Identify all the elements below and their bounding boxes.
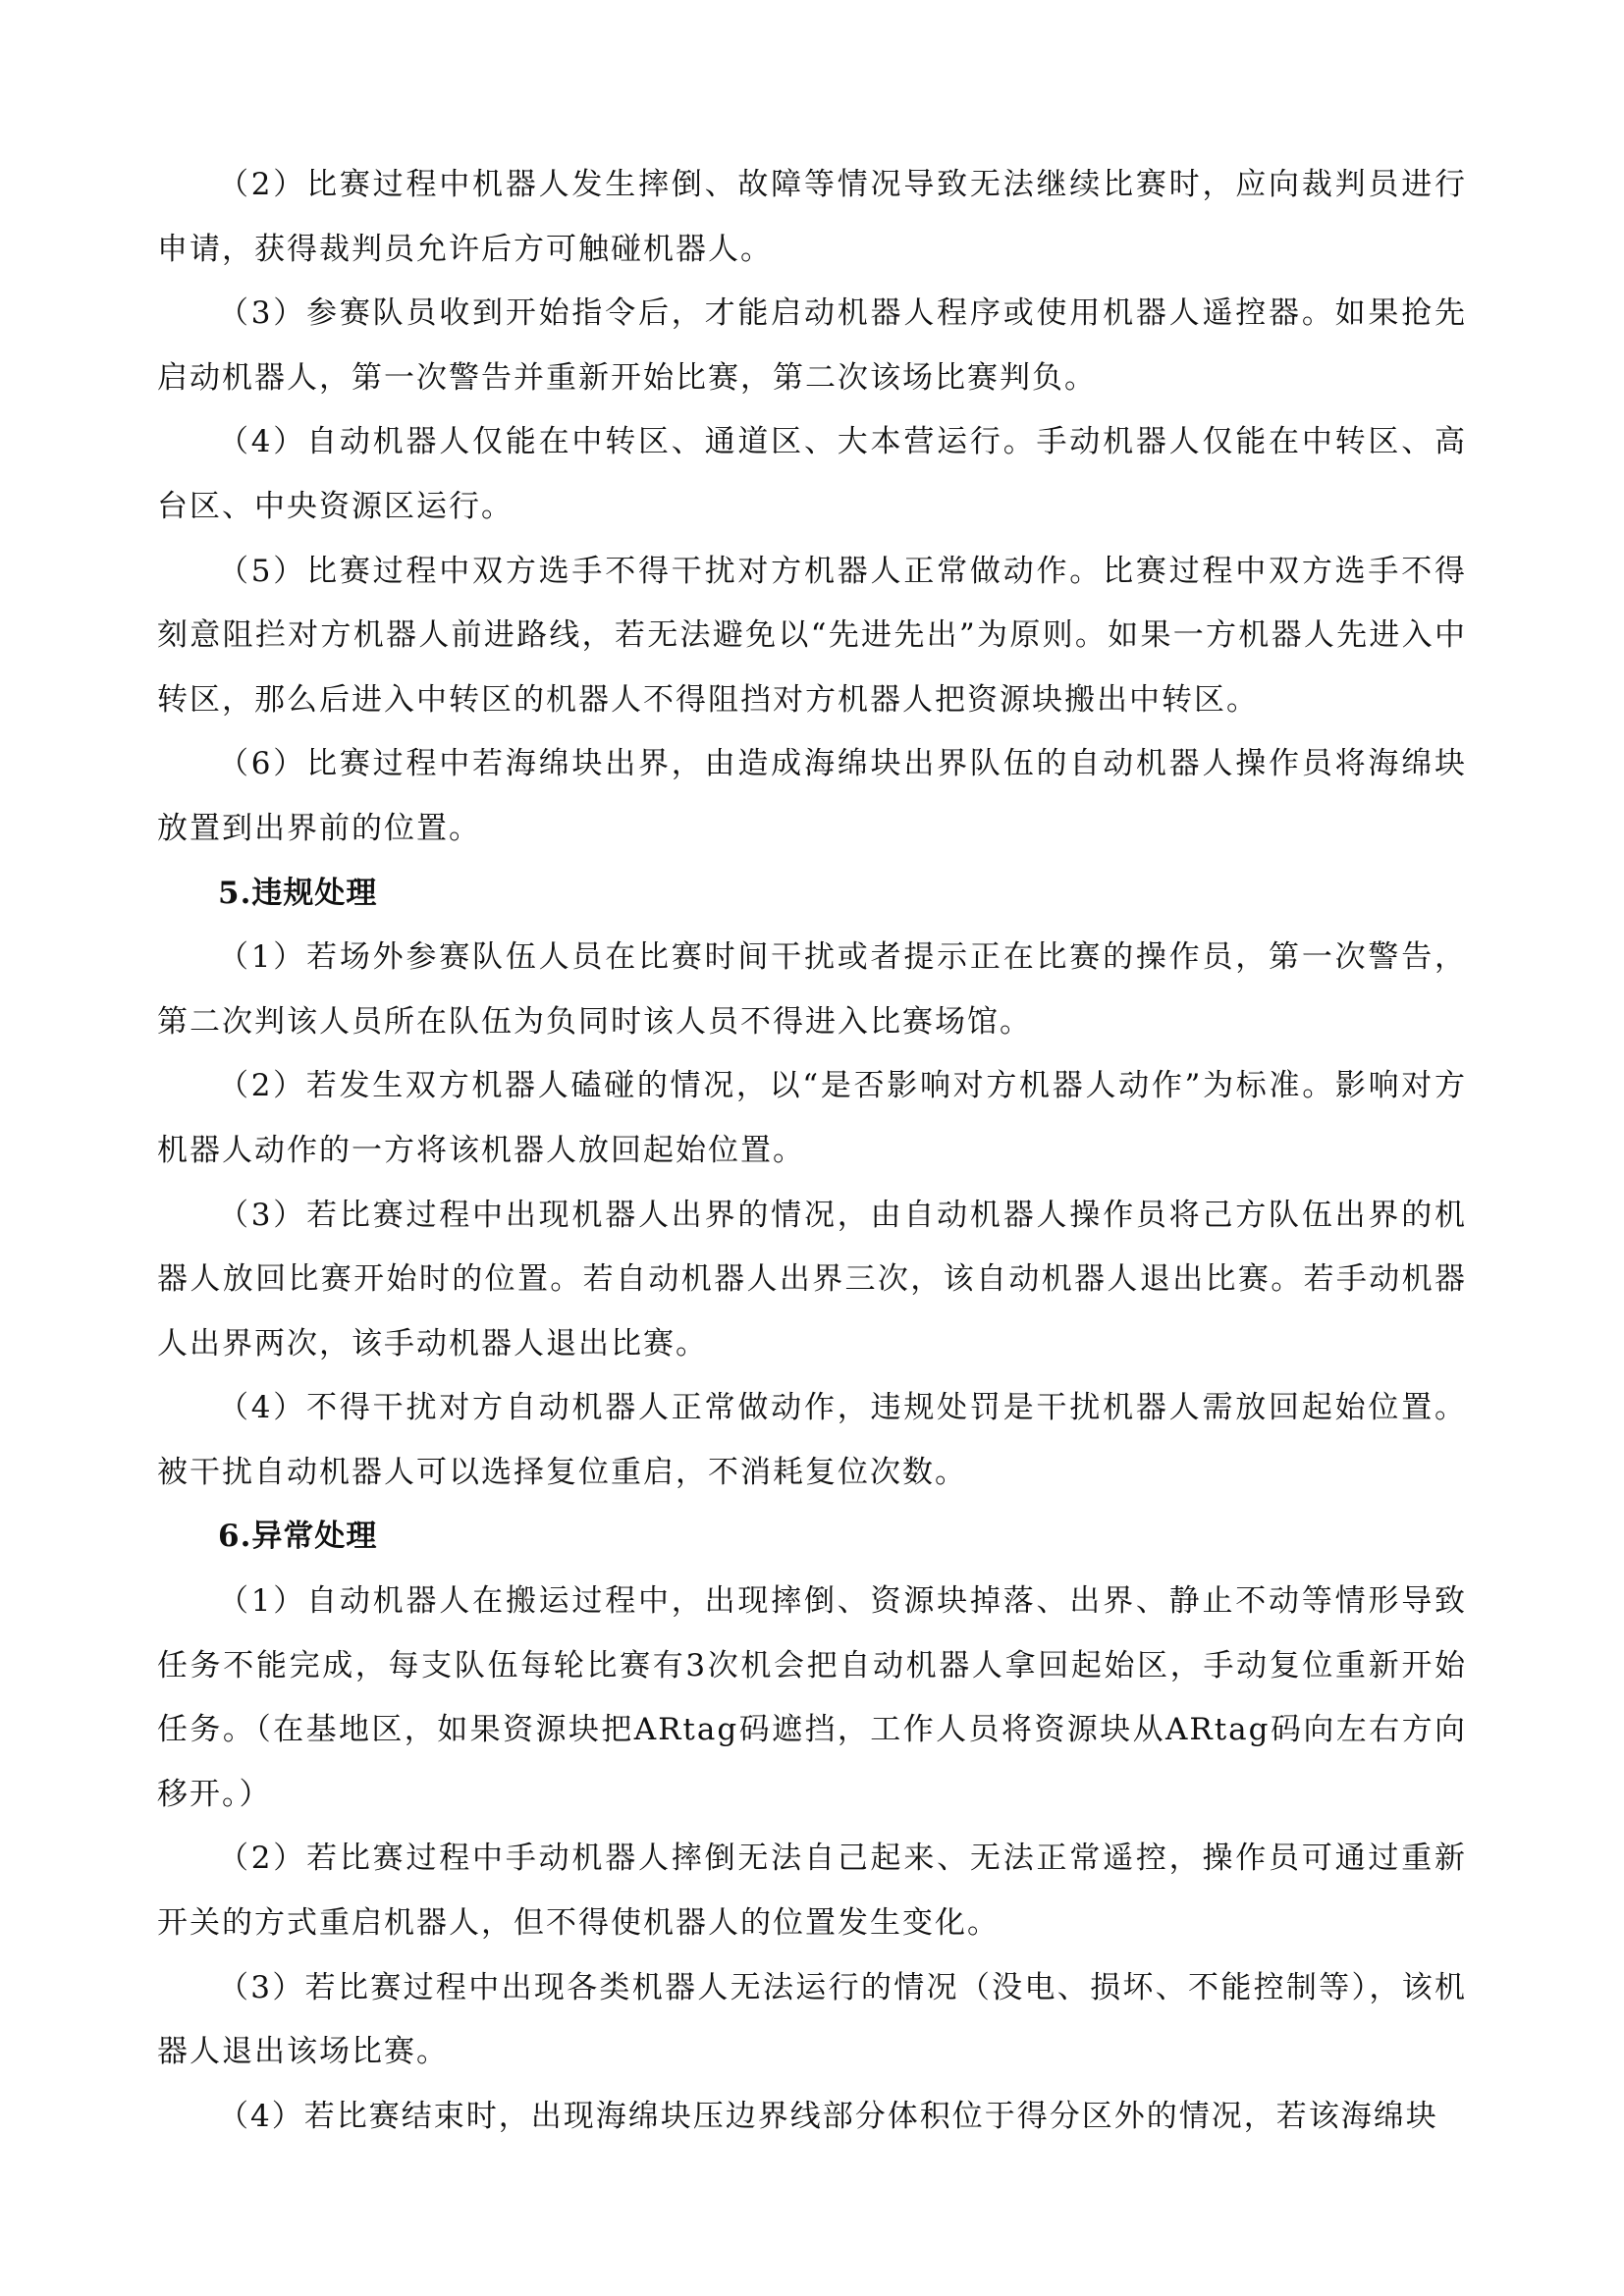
rule-item-4: （4）自动机器人仅能在中转区、通道区、大本营运行。手动机器人仅能在中转区、高台区、中央资源区运行。: [157, 424, 1467, 524]
section-heading-violation: 5.违规处理: [218, 875, 378, 911]
rule-item-6: （6）比赛过程中若海绵块出界，由造成海绵块出界队伍的自动机器人操作员将海绵块放置到出界前的位置。: [157, 746, 1467, 846]
exception-item-4: （4）若比赛结束时，出现海绵块压边界线部分体积位于得分区外的情况，若该海绵块: [218, 2098, 1438, 2134]
intro-section: [157, 153, 1467, 862]
violation-item-3: （3）若比赛过程中出现机器人出界的情况，由自动机器人操作员将己方队伍出界的机器人放回比赛开始时的位置。若自动机器人出界三次，该自动机器人退出比赛。若手动机器人出界两次，该手动机器人退出比赛。: [157, 1197, 1467, 1362]
exception-item-3: （3）若比赛过程中出现各类机器人无法运行的情况（没电、损坏、不能控制等），该机器人退出该场比赛。: [157, 1969, 1467, 2070]
exception-item-1: （1）自动机器人在搬运过程中，出现摔倒、资源块掉落、出界、静止不动等情形导致任务不能完成，每支队伍每轮比赛有3次机会把自动机器人拿回起始区，手动复位重新开始任务。（在基地区，如果资源块把ARtag码遮挡，工作人员将资源块从ARtag码向左右方向移开。）: [157, 1583, 1467, 1812]
section-heading-exception: 6.异常处理: [218, 1519, 378, 1555]
violation-item-2: （2）若发生双方机器人磕碰的情况，以“是否影响对方机器人动作”为标准。影响对方机器人动作的一方将该机器人放回起始位置。: [157, 1068, 1467, 1168]
violation-section: [157, 862, 1467, 1506]
rule-item-3: （3）参赛队员收到开始指令后，才能启动机器人程序或使用机器人遥控器。如果抢先启动机器人，第一次警告并重新开始比赛，第二次该场比赛判负。: [157, 295, 1467, 396]
rule-item-5: （5）比赛过程中双方选手不得干扰对方机器人正常做动作。比赛过程中双方选手不得刻意阻拦对方机器人前进路线，若无法避免以“先进先出”为原则。如果一方机器人先进入中转区，那么后进入中转区的机器人不得阻挡对方机器人把资源块搬出中转区。: [157, 553, 1467, 718]
rule-item-2: （2）比赛过程中机器人发生摔倒、故障等情况导致无法继续比赛时，应向裁判员进行申请，获得裁判员允许后方可触碰机器人。: [157, 167, 1467, 267]
violation-item-1: （1）若场外参赛队伍人员在比赛时间干扰或者提示正在比赛的操作员，第一次警告，第二次判该人员所在队伍为负同时该人员不得进入比赛场馆。: [157, 939, 1467, 1040]
exception-section: [157, 1505, 1467, 2149]
exception-item-2: （2）若比赛过程中手动机器人摔倒无法自己起来、无法正常遥控，操作员可通过重新开关的方式重启机器人，但不得使机器人的位置发生变化。: [157, 1841, 1467, 1942]
violation-item-4: （4）不得干扰对方自动机器人正常做动作，违规处罚是干扰机器人需放回起始位置。被干扰自动机器人可以选择复位重启，不消耗复位次数。: [157, 1390, 1467, 1490]
